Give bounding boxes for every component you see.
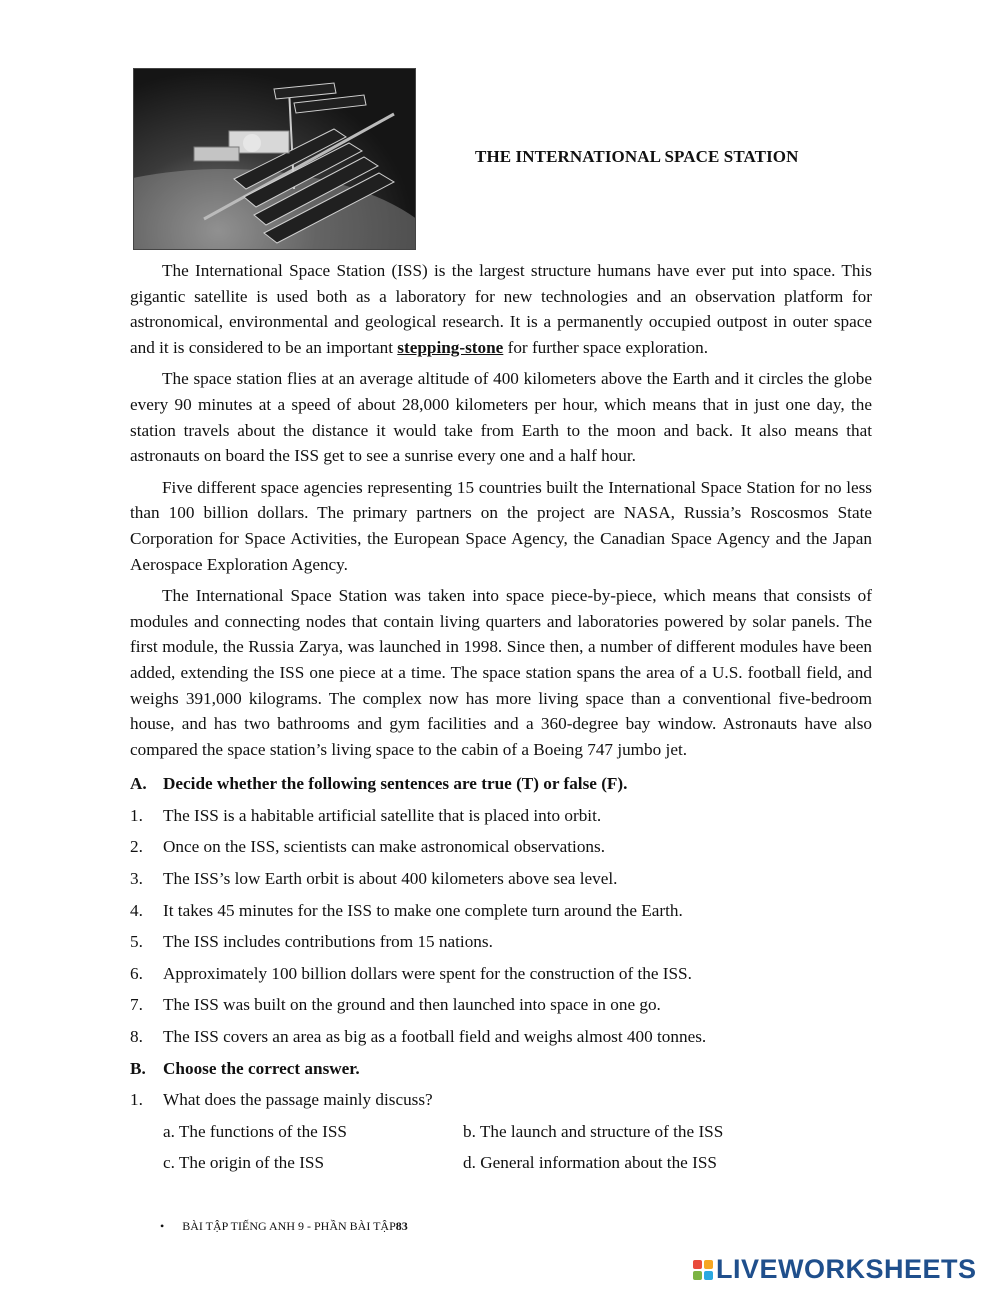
answer-options-row-2	[130, 1147, 872, 1179]
section-b-heading: B. Choose the correct answer.	[130, 1058, 360, 1078]
list-item: 2. Once on the ISS, scientists can make astronomical observations.	[130, 837, 605, 857]
logo-grid-icon	[693, 1260, 713, 1280]
bullet-icon: •	[160, 1219, 165, 1233]
option-a[interactable]: a. The functions of the ISS	[163, 1121, 347, 1141]
footer-text: BÀI TẬP TIẾNG ANH 9 - PHẦN BÀI TẬP	[182, 1219, 396, 1233]
paragraph-2: The space station flies at an average altitude of 400 kilometers above the Earth and it circles the globe every 90 minutes at a speed of about 28,000 kilometers per hour, which means that in just one day, the station travels about the distance it would take from Earth to the moon and back. It also means that astronauts on board the ISS get to see a sunrise every one and a half hour.	[130, 369, 872, 466]
logo-tile	[704, 1260, 713, 1269]
liveworksheets-logo	[693, 1254, 977, 1285]
paragraph-1: The International Space Station (ISS) is the largest structure humans have ever put into space. This gigantic satellite is used both as a laboratory for new technologies and an observation platform for astronomical, environmental and geological research. It is a permanently occupied outpost in outer space and it is considered to be an important stepping-stone for further space exploration.	[130, 261, 872, 357]
worksheet-body	[130, 258, 872, 1179]
option-d[interactable]: d. General information about the ISS	[463, 1153, 717, 1173]
keyword-stepping-stone: stepping-stone	[397, 337, 504, 357]
page-footer	[160, 1219, 408, 1234]
paragraph-3: Five different space agencies representing 15 countries built the International Space Station for no less than 100 billion dollars. The primary partners on the project are NASA, Russia’s Roscosmos State Corporation for Space Activities, the European Space Agency, the Canadian Space Agency and the Japan Aerospace Exploration Agency.	[130, 477, 872, 574]
page-title: THE INTERNATIONAL SPACE STATION	[475, 147, 799, 166]
iss-illustration	[134, 69, 415, 249]
paragraph-4: The International Space Station was taken into space piece-by-piece, which means that consists of modules and connecting nodes that contain living quarters and laboratories powered by solar panels. The first module, the Russia Zarya, was launched in 1998. Since then, a number of different modules have been added, extending the ISS one piece at a time. The space station spans the area of a U.S. football field, and weighs 391,000 kilograms. The complex now has more living space than a conventional five-bedroom house, and has two bathrooms and gym facilities and a 360-degree bay window. Astronauts have also compared the space station’s living space to the cabin of a Boeing 747 jumbo jet.	[130, 586, 872, 759]
option-b[interactable]: b. The launch and structure of the ISS	[463, 1121, 724, 1141]
logo-tile	[693, 1260, 702, 1269]
logo-tile	[704, 1271, 713, 1280]
list-item: 4. It takes 45 minutes for the ISS to make one complete turn around the Earth.	[130, 900, 683, 920]
logo-tile	[693, 1271, 702, 1280]
page-number: 83	[395, 1219, 408, 1233]
list-item: 5. The ISS includes contributions from 15 nations.	[130, 932, 493, 952]
answer-options-row-1	[130, 1116, 872, 1148]
iss-photo	[133, 68, 416, 250]
list-item: 8. The ISS covers an area as big as a football field and weighs almost 400 tonnes.	[130, 1027, 707, 1047]
list-item: 1. The ISS is a habitable artificial satellite that is placed into orbit.	[130, 805, 602, 825]
list-item: 3. The ISS’s low Earth orbit is about 400 kilometers above sea level.	[130, 869, 618, 889]
list-item: 6. Approximately 100 billion dollars were spent for the construction of the ISS.	[130, 963, 692, 983]
brand-name: LIVEWORKSHEETS	[716, 1254, 977, 1284]
option-c[interactable]: c. The origin of the ISS	[163, 1153, 325, 1173]
question-1: 1. What does the passage mainly discuss?	[130, 1090, 433, 1110]
section-a-heading: A. Decide whether the following sentences are true (T) or false (F).	[130, 774, 628, 794]
list-item: 7. The ISS was built on the ground and then launched into space in one go.	[130, 995, 661, 1015]
